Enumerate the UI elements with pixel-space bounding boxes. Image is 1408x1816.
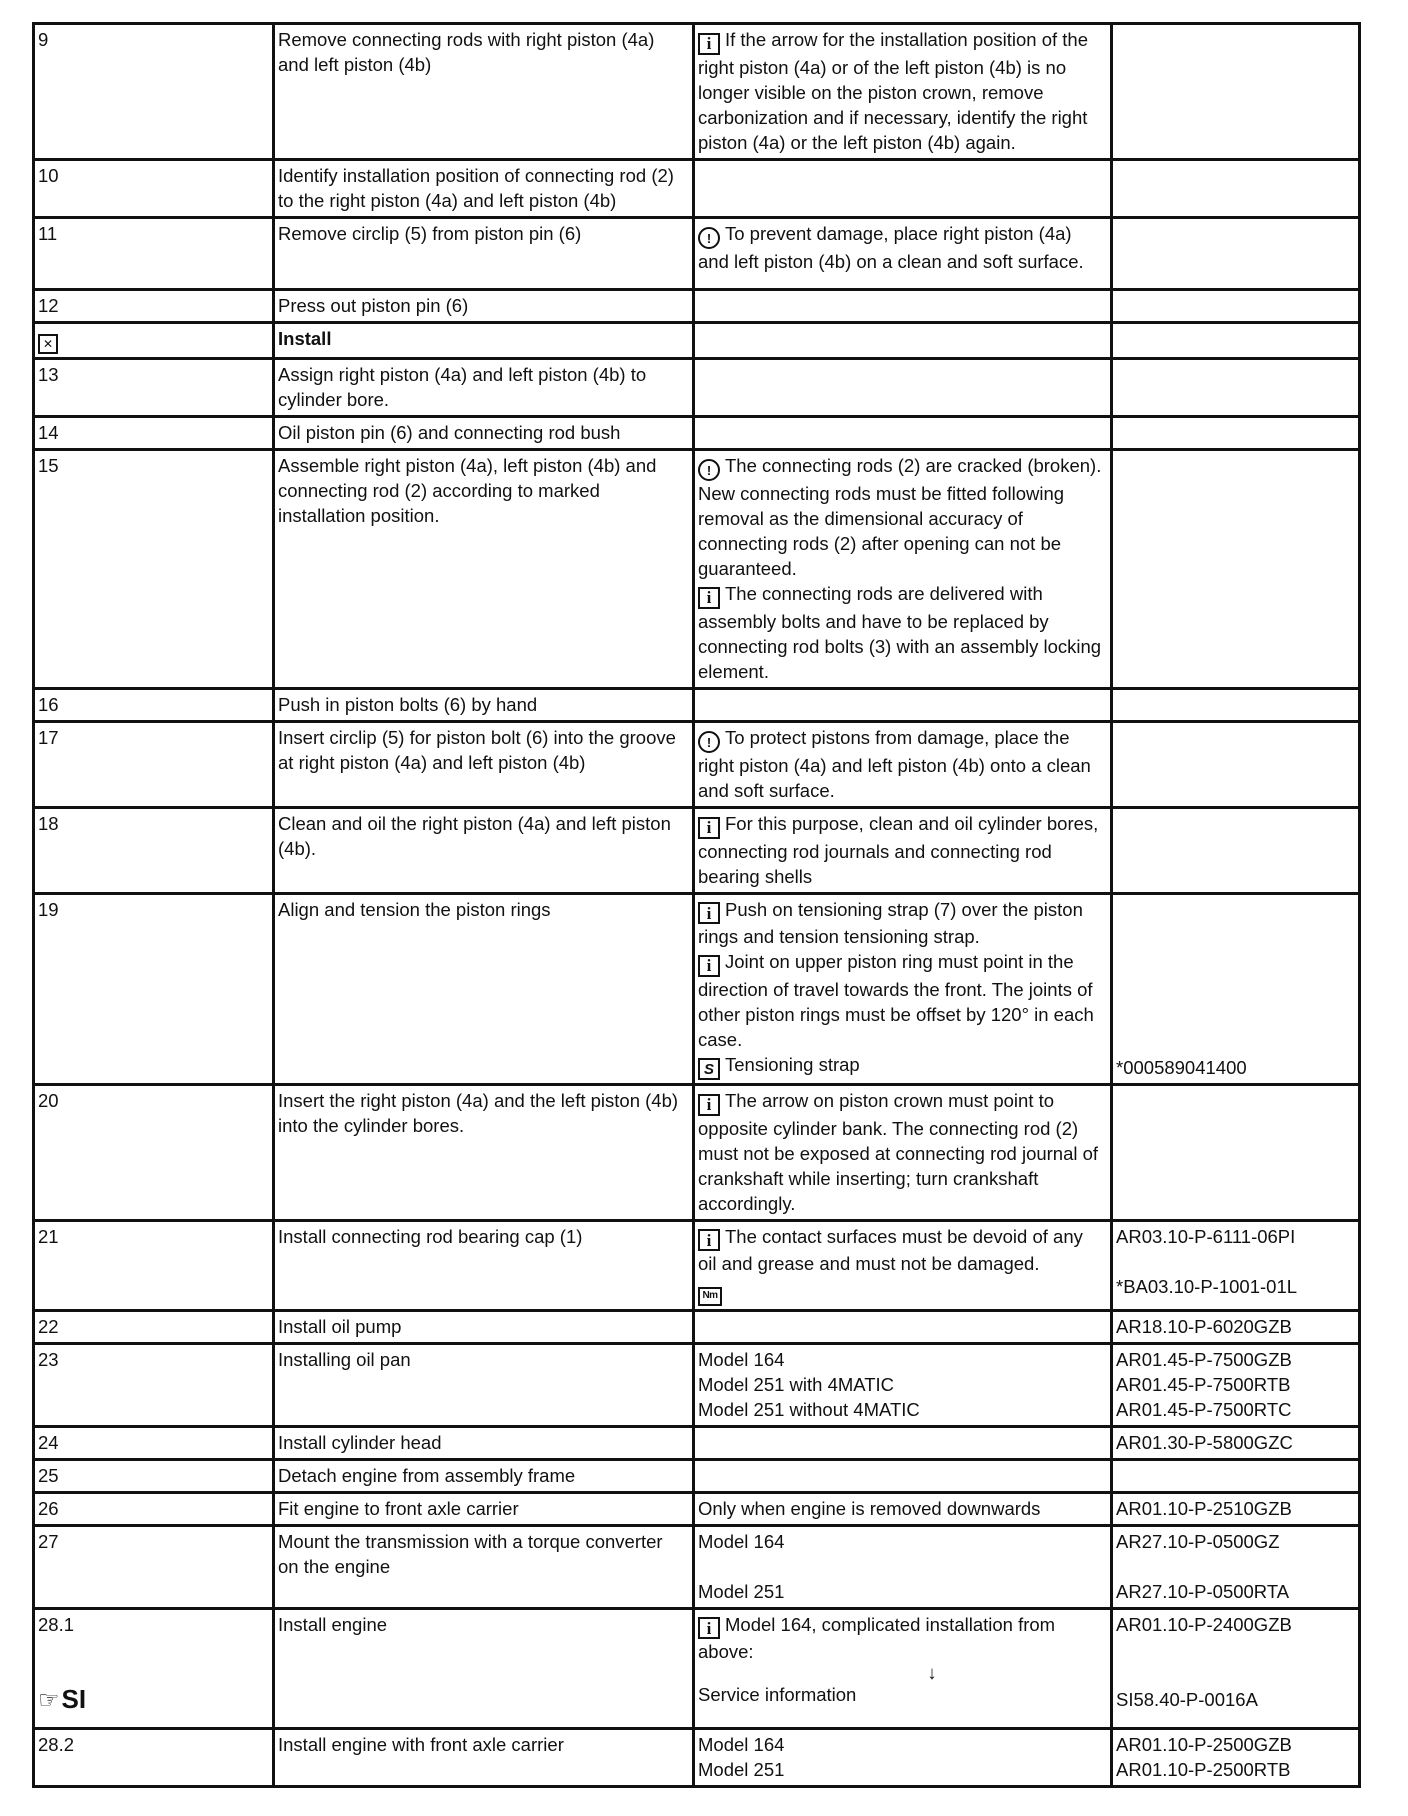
step-number: 27: [34, 1525, 274, 1608]
step-note: Model 164 Model 251 with 4MATIC Model 251 without 4MATIC: [694, 1343, 1112, 1426]
table-row: [34, 1426, 1360, 1459]
step-number: 20: [34, 1085, 274, 1221]
step-number: 26: [34, 1492, 274, 1525]
special-tool-icon: S: [698, 1058, 720, 1080]
step-number: 18: [34, 808, 274, 894]
step-note: Model 164 Model 251: [694, 1728, 1112, 1786]
step-note: i Push on tensioning strap (7) over the piston rings and tension tensioning strap. i Joint on upper piston ring must point in the direction of travel towards the front. The joints of other piston rings must be offset by 120° in each case. S Tensioning strap: [694, 893, 1112, 1085]
table-row: [34, 1608, 1360, 1728]
step-action: Detach engine from assembly frame: [274, 1459, 694, 1492]
step-reference: AR27.10-P-0500GZ AR27.10-P-0500RTA: [1112, 1525, 1360, 1608]
step-note: i If the arrow for the installation position of the right piston (4a) or of the left piston (4b) is no longer visible on the piston crown, remove carbonization and if necessary, identify the right piston (4a) or the left piston (4b) again.: [694, 24, 1112, 160]
step-number: 24: [34, 1426, 274, 1459]
info-box-icon: i: [698, 955, 720, 977]
caution-circle-icon: !: [698, 227, 720, 249]
step-note: Only when engine is removed downwards: [694, 1492, 1112, 1525]
step-reference: AR01.10-P-2510GZB: [1112, 1492, 1360, 1525]
install-marker-icon: ✕: [38, 334, 58, 354]
step-number: 14: [34, 416, 274, 449]
table-row: [34, 1728, 1360, 1786]
info-box-icon: i: [698, 1094, 720, 1116]
step-action: Align and tension the piston rings: [274, 893, 694, 1085]
step-reference: [1112, 808, 1360, 894]
table-row: [34, 1525, 1360, 1608]
step-action: Fit engine to front axle carrier: [274, 1492, 694, 1525]
step-number: 25: [34, 1459, 274, 1492]
step-reference: AR01.10-P-2500GZB AR01.10-P-2500RTB: [1112, 1728, 1360, 1786]
info-box-icon: i: [698, 1617, 720, 1639]
step-reference: [1112, 1459, 1360, 1492]
step-number: 10: [34, 159, 274, 217]
step-number: 11: [34, 217, 274, 289]
step-reference: [1112, 688, 1360, 721]
step-action: Installing oil pan: [274, 1343, 694, 1426]
section-title: Install: [274, 322, 694, 358]
step-action: Assemble right piston (4a), left piston (4b) and connecting rod (2) according to marked installation position.: [274, 449, 694, 688]
step-action: Insert the right piston (4a) and the left piston (4b) into the cylinder bores.: [274, 1085, 694, 1221]
step-action: Install engine with front axle carrier: [274, 1728, 694, 1786]
step-reference: AR01.10-P-2400GZB SI58.40-P-0016A: [1112, 1608, 1360, 1728]
down-arrow: ↓: [927, 1662, 937, 1683]
step-number: 28.1 ☞SI: [34, 1608, 274, 1728]
table-row: [34, 24, 1360, 160]
step-reference: [1112, 358, 1360, 416]
step-reference: [1112, 416, 1360, 449]
step-note: ! To prevent damage, place right piston (4a) and left piston (4b) on a clean and soft surface.: [694, 217, 1112, 289]
step-action: Install connecting rod bearing cap (1): [274, 1220, 694, 1310]
step-note: [694, 289, 1112, 322]
step-note: [694, 1310, 1112, 1343]
step-note: i Model 164, complicated installation from above: ↓ Service information: [694, 1608, 1112, 1728]
step-action: Install oil pump: [274, 1310, 694, 1343]
step-note: ! To protect pistons from damage, place the right piston (4a) and left piston (4b) onto a clean and soft surface.: [694, 721, 1112, 808]
step-note: [694, 1459, 1112, 1492]
step-reference: *000589041400: [1112, 893, 1360, 1085]
step-reference: AR01.45-P-7500GZB AR01.45-P-7500RTB AR01.45-P-7500RTC: [1112, 1343, 1360, 1426]
table-row: [34, 416, 1360, 449]
step-note: [694, 416, 1112, 449]
step-note: [694, 358, 1112, 416]
service-information-marker[interactable]: ☞SI: [38, 1683, 87, 1714]
step-number: 23: [34, 1343, 274, 1426]
table-row: [34, 1220, 1360, 1310]
step-reference: [1112, 217, 1360, 289]
step-reference: [1112, 1085, 1360, 1221]
step-reference: [1112, 289, 1360, 322]
step-number: 13: [34, 358, 274, 416]
step-note: Model 164 Model 251: [694, 1525, 1112, 1608]
info-box-icon: i: [698, 33, 720, 55]
step-action: Identify installation position of connecting rod (2) to the right piston (4a) and left piston (4b): [274, 159, 694, 217]
step-action: Press out piston pin (6): [274, 289, 694, 322]
step-note: i For this purpose, clean and oil cylinder bores, connecting rod journals and connecting rod bearing shells: [694, 808, 1112, 894]
step-note: [694, 688, 1112, 721]
step-action: Install cylinder head: [274, 1426, 694, 1459]
step-reference: AR01.30-P-5800GZC: [1112, 1426, 1360, 1459]
step-note: i The contact surfaces must be devoid of any oil and grease and must not be damaged. Nm: [694, 1220, 1112, 1310]
step-action: Assign right piston (4a) and left piston (4b) to cylinder bore.: [274, 358, 694, 416]
step-number: 15: [34, 449, 274, 688]
step-reference: [1112, 159, 1360, 217]
step-number: 12: [34, 289, 274, 322]
table-row: [34, 1085, 1360, 1221]
table-row: [34, 1343, 1360, 1426]
step-reference: AR03.10-P-6111-06PI *BA03.10-P-1001-01L: [1112, 1220, 1360, 1310]
step-number: 28.2: [34, 1728, 274, 1786]
caution-circle-icon: !: [698, 731, 720, 753]
step-number: 21: [34, 1220, 274, 1310]
step-reference: [1112, 322, 1360, 358]
info-box-icon: i: [698, 817, 720, 839]
step-action: Insert circlip (5) for piston bolt (6) into the groove at right piston (4a) and left piston (4b): [274, 721, 694, 808]
table-row: [34, 688, 1360, 721]
table-row: [34, 808, 1360, 894]
step-action: Push in piston bolts (6) by hand: [274, 688, 694, 721]
table-row: [34, 358, 1360, 416]
table-row: [34, 289, 1360, 322]
info-box-icon: i: [698, 902, 720, 924]
step-note: i The arrow on piston crown must point to opposite cylinder bank. The connecting rod (2) must not be exposed at connecting rod journal of crankshaft while inserting; turn crankshaft accordingly.: [694, 1085, 1112, 1221]
step-reference: [1112, 721, 1360, 808]
table-row: [34, 893, 1360, 1085]
table-row: [34, 217, 1360, 289]
table-row: [34, 1459, 1360, 1492]
step-note: ! The connecting rods (2) are cracked (broken). New connecting rods must be fitted following removal as the dimensional accuracy of connecting rods (2) after opening can not be guaranteed. i The connecting rods are delivered with assembly bolts and have to be replaced by connecting rod bolts (3) with an assembly locking element.: [694, 449, 1112, 688]
info-box-icon: i: [698, 1229, 720, 1251]
procedure-table: [32, 22, 1361, 1788]
table-row: [34, 1492, 1360, 1525]
step-number: 19: [34, 893, 274, 1085]
step-action: Install engine: [274, 1608, 694, 1728]
install-section-row: [34, 322, 1360, 358]
step-reference: [1112, 449, 1360, 688]
step-action: Remove circlip (5) from piston pin (6): [274, 217, 694, 289]
table-row: [34, 159, 1360, 217]
step-note: [694, 322, 1112, 358]
pointing-hand-icon: ☞: [38, 1686, 60, 1714]
table-row: [34, 1310, 1360, 1343]
step-action: Oil piston pin (6) and connecting rod bush: [274, 416, 694, 449]
caution-circle-icon: !: [698, 459, 720, 481]
step-reference: AR18.10-P-6020GZB: [1112, 1310, 1360, 1343]
step-number: 22: [34, 1310, 274, 1343]
step-action: Clean and oil the right piston (4a) and left piston (4b).: [274, 808, 694, 894]
info-box-icon: i: [698, 587, 720, 609]
service-information-link[interactable]: Service information: [698, 1684, 857, 1705]
step-number: 17: [34, 721, 274, 808]
step-number: 9: [34, 24, 274, 160]
step-action: Remove connecting rods with right piston (4a) and left piston (4b): [274, 24, 694, 160]
step-action: Mount the transmission with a torque converter on the engine: [274, 1525, 694, 1608]
step-reference: [1112, 24, 1360, 160]
step-note: [694, 159, 1112, 217]
install-marker-cell: [34, 322, 274, 358]
step-note: [694, 1426, 1112, 1459]
table-row: [34, 449, 1360, 688]
step-number: 16: [34, 688, 274, 721]
torque-nm-icon: Nm: [698, 1287, 722, 1306]
table-row: [34, 721, 1360, 808]
